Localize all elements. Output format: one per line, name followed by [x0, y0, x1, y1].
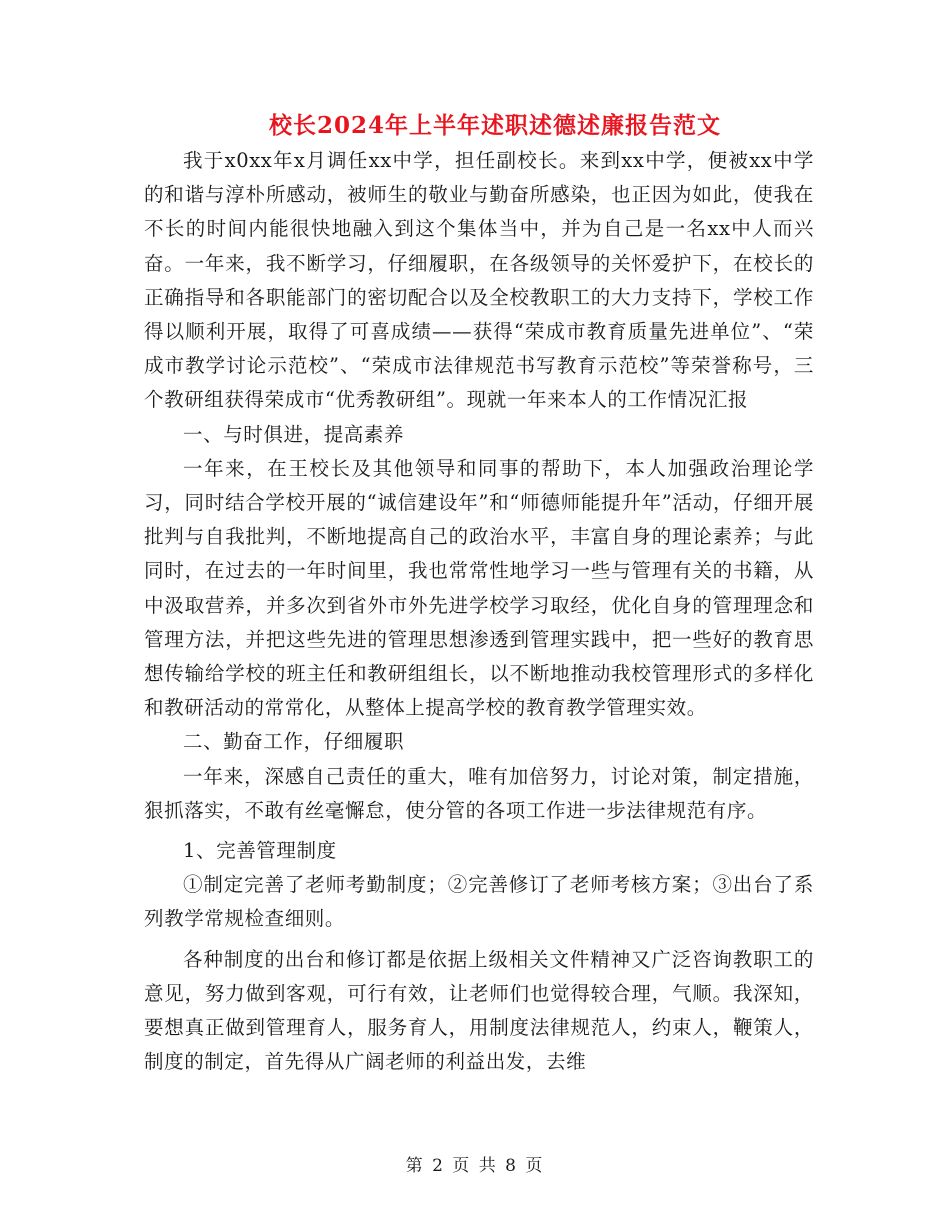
page-title: 校长2024年上半年述职述德述廉报告范文 — [268, 112, 721, 139]
subsection-heading-1: 1、完善管理制度 — [183, 839, 337, 863]
section-heading-2: 二、勤奋工作，仔细履职 — [183, 730, 405, 754]
paragraph-section-1: 一年来，在王校长及其他领导和同事的帮助下，本人加强政治理论学习，同时结合学校开展的“诚信建设年”和“师德师能提升年”活动，仔细开展批判与自我批判，不断地提高自己的政治水平，丰富自身的理论素养；与此同时，在过去的一年时间里，我也常常性地学习一些与管理有关的书籍，从中汲取营养，并多次到省外市外先进学校学习取经，优化自身的管理理念和管理方法，并把这些先进的管理思想渗透到管理实践中，把一些好的教育思想传输给学校的班主任和教研组组长，以不断地推动我校管理形式的多样化和教研活动的常常化，从整体上提高学校的教育教学管理实效。 — [144, 456, 814, 720]
page-number-footer: 第 2 页 共 8 页 — [405, 1156, 545, 1176]
paragraph-rules-list: ①制定完善了老师考勤制度；②完善修订了老师考核方案；③出台了系列教学常规检查细则。 — [144, 873, 814, 931]
paragraph-rules-explanation: 各种制度的出台和修订都是依据上级相关文件精神又广泛咨询教职工的意见，努力做到客观，可行有效，让老师们也觉得较合理，气顺。我深知，要想真正做到管理育人，服务育人，用制度法律规范人，约束人，鞭策人，制度的制定，首先得从广阔老师的利益出发，去维 — [144, 947, 814, 1074]
section-heading-1: 一、与时俱进，提高素养 — [183, 422, 405, 446]
paragraph-section-2: 一年来，深感自己责任的重大，唯有加倍努力，讨论对策，制定措施，狠抓落实，不敢有丝毫懈怠，使分管的各项工作进一步法律规范有序。 — [144, 764, 814, 822]
document-body — [144, 144, 814, 1079]
paragraph-intro: 我于x0xx年x月调任xx中学，担任副校长。来到xx中学，便被xx中学的和谐与淳朴所感动，被师生的敬业与勤奋所感染，也正因为如此，使我在不长的时间内能很快地融入到这个集体当中，并为自己是一名xx中人而兴奋。一年来，我不断学习，仔细履职，在各级领导的关怀爱护下，在校长的正确指导和各职能部门的密切配合以及全校教职工的大力支持下，学校工作得以顺利开展，取得了可喜成绩——获得“荣成市教育质量先进单位”、“荣成市教学讨论示范校”、“荣成市法律规范书写教育示范校”等荣誉称号，三个教研组获得荣成市“优秀教研组”。现就一年来本人的工作情况汇报 — [144, 149, 814, 412]
